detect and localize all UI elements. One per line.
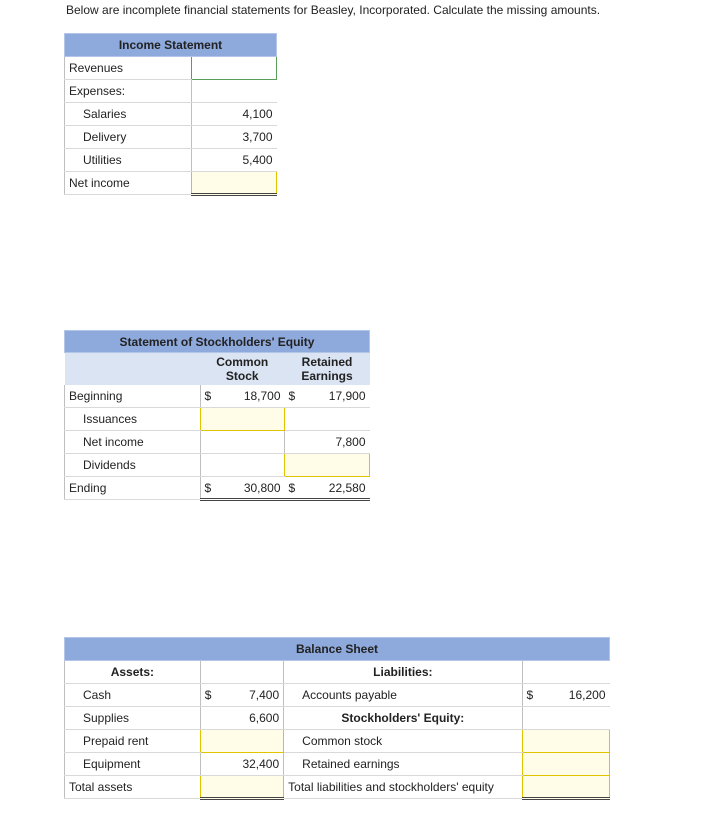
equipment-value: 32,400 — [200, 753, 283, 776]
retained-earnings-column-header — [285, 353, 370, 385]
income-statement-table — [64, 33, 277, 196]
delivery-value: 3,700 — [192, 126, 277, 149]
dollar-sign: $ — [200, 684, 215, 707]
balance-sheet-title: Balance Sheet — [65, 638, 610, 661]
accounts-payable-value: 16,200 — [537, 684, 609, 707]
liabilities-header-blank — [522, 661, 609, 684]
beginning-retained-earnings-value: 17,900 — [299, 385, 369, 408]
equity-statement-title: Statement of Stockholders' Equity — [65, 331, 370, 353]
total-assets-input[interactable] — [201, 776, 283, 797]
supplies-value: 6,600 — [200, 707, 283, 730]
dollar-sign: $ — [285, 385, 300, 408]
common-stock-input[interactable] — [523, 730, 609, 752]
issuances-retained-earnings-empty — [285, 408, 370, 431]
net-income-label: Net income — [65, 172, 192, 195]
delivery-label: Delivery — [65, 126, 192, 149]
revenues-input[interactable] — [192, 57, 276, 79]
issuances-common-stock-input-cell[interactable] — [200, 408, 284, 431]
equity-statement-table — [64, 330, 370, 501]
common-stock-input-cell[interactable] — [522, 730, 609, 753]
equity-header-blank — [65, 353, 201, 385]
balance-sheet-table — [64, 637, 610, 800]
equity-net-income-label: Net income — [65, 431, 201, 454]
revenues-input-cell[interactable] — [192, 57, 277, 80]
dollar-sign: $ — [200, 385, 215, 408]
issuances-label: Issuances — [65, 408, 201, 431]
dividends-label: Dividends — [65, 454, 201, 477]
stockholders-equity-header: Stockholders' Equity: — [284, 707, 522, 730]
retained-earnings-input-cell[interactable] — [522, 753, 609, 776]
cash-label: Cash — [65, 684, 201, 707]
accounts-payable-label: Accounts payable — [284, 684, 522, 707]
expenses-label: Expenses: — [65, 80, 192, 103]
dollar-sign: $ — [285, 477, 300, 500]
liabilities-header: Liabilities: — [284, 661, 522, 684]
assets-header-blank — [200, 661, 283, 684]
prepaid-rent-input-cell[interactable] — [200, 730, 283, 753]
stockholders-equity-blank — [522, 707, 609, 730]
net-income-input[interactable] — [192, 172, 276, 193]
equipment-label: Equipment — [65, 753, 201, 776]
common-stock-label: Common stock — [284, 730, 522, 753]
retained-earnings-header-line2: Earnings — [301, 368, 353, 383]
salaries-value: 4,100 — [192, 103, 277, 126]
ending-label: Ending — [65, 477, 201, 500]
common-stock-header-line2: Stock — [225, 368, 259, 383]
dividends-retained-earnings-input[interactable] — [285, 454, 369, 476]
income-statement-title: Income Statement — [65, 34, 277, 57]
total-assets-label: Total assets — [65, 776, 201, 799]
total-assets-input-cell[interactable] — [200, 776, 283, 799]
utilities-label: Utilities — [65, 149, 192, 172]
ending-retained-earnings-value: 22,580 — [299, 477, 369, 500]
net-income-input-cell[interactable] — [192, 172, 277, 195]
total-liabilities-equity-input[interactable] — [523, 776, 609, 797]
dividends-retained-earnings-input-cell[interactable] — [285, 454, 370, 477]
net-income-retained-earnings-value: 7,800 — [285, 431, 370, 454]
cash-value: 7,400 — [215, 684, 283, 707]
utilities-value: 5,400 — [192, 149, 277, 172]
prepaid-rent-label: Prepaid rent — [65, 730, 201, 753]
ending-common-stock-value: 30,800 — [215, 477, 284, 500]
issuances-common-stock-input[interactable] — [201, 408, 284, 430]
retained-earnings-input[interactable] — [523, 753, 609, 775]
beginning-label: Beginning — [65, 385, 201, 408]
revenues-label: Revenues — [65, 57, 192, 80]
dollar-sign: $ — [200, 477, 215, 500]
beginning-common-stock-value: 18,700 — [215, 385, 284, 408]
common-stock-column-header — [200, 353, 284, 385]
instructions-text: Below are incomplete financial statements for Beasley, Incorporated. Calculate the missing amounts. — [66, 3, 601, 17]
net-income-common-stock-empty — [200, 431, 284, 454]
total-liabilities-equity-label: Total liabilities and stockholders' equity — [284, 776, 522, 799]
dividends-common-stock-empty — [200, 454, 284, 477]
retained-earnings-label: Retained earnings — [284, 753, 522, 776]
expenses-empty — [192, 80, 277, 103]
retained-earnings-header-line1: Retained — [301, 354, 353, 369]
prepaid-rent-input[interactable] — [201, 730, 283, 752]
assets-header: Assets: — [65, 661, 201, 684]
supplies-label: Supplies — [65, 707, 201, 730]
common-stock-header-line1: Common — [216, 354, 269, 369]
salaries-label: Salaries — [65, 103, 192, 126]
total-liabilities-equity-input-cell[interactable] — [522, 776, 609, 799]
dollar-sign: $ — [522, 684, 537, 707]
